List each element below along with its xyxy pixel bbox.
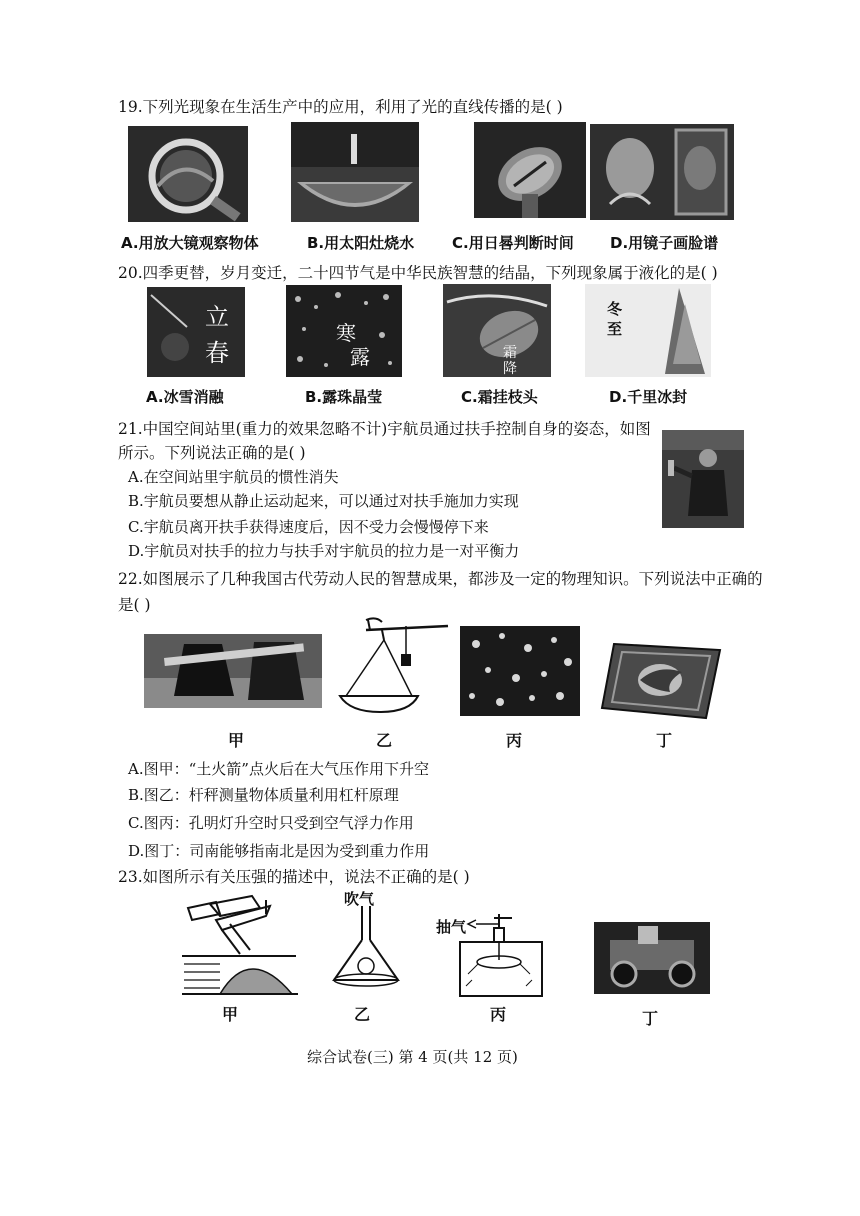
q20-caption-d: D.千里冰封: [609, 388, 688, 406]
q20-photo-d-char1: 冬: [607, 300, 623, 318]
q20-photo-shuangjiang: [443, 284, 551, 377]
q22-photo-lanterns: [460, 626, 580, 716]
q19-caption-b: B.用太阳灶烧水: [307, 234, 415, 252]
q20-photo-hanlu: [286, 285, 402, 377]
q19-caption-d: D.用镜子画脸谱: [610, 234, 719, 252]
q22-label-bing: 丙: [506, 731, 523, 750]
q22-label-ding: 丁: [656, 731, 673, 750]
q21-option-c: C.宇航员离开扶手获得速度后，因不受力会慢慢停下来: [128, 518, 489, 536]
q20-photo-c-char2: 降: [503, 361, 517, 377]
q20-photo-c-char1: 霜: [503, 345, 517, 361]
q20-photo-d-char2: 至: [607, 320, 623, 338]
q22-stem-line2: 是( ): [118, 596, 151, 614]
q19-photo-solar-cooker: [291, 122, 419, 222]
q20-stem: 20.四季更替，岁月变迁，二十四节气是中华民族智慧的结晶，下列现象属于液化的是( ): [118, 264, 718, 282]
q19-photo-mirror: [590, 124, 734, 220]
q20-photo-lichun: [147, 287, 245, 377]
q22-option-c: C.图丙：孔明灯升空时只受到空气浮力作用: [128, 814, 414, 832]
q23-figure-funnel: [326, 906, 406, 996]
q22-stem-line1: 22.如图展示了几种我国古代劳动人民的智慧成果，都涉及一定的物理知识。下列说法中正确的: [118, 570, 763, 588]
q21-photo-astronaut: [662, 430, 744, 528]
q20-photo-a-char1: 立: [205, 303, 229, 331]
q21-stem-line2: 所示。下列说法正确的是( ): [118, 444, 306, 462]
q20-photo-b-char2: 露: [350, 345, 370, 369]
q21-option-d: D.宇航员对扶手的拉力与扶手对宇航员的拉力是一对平衡力: [128, 542, 520, 560]
q20-photo-dongzhi: [585, 284, 711, 377]
page-footer: 综合试卷(三) 第 4 页(共 12 页): [307, 1048, 518, 1066]
q22-label-yi: 乙: [376, 731, 393, 750]
q19-stem: 19.下列光现象在生活生产中的应用，利用了光的直线传播的是( ): [118, 98, 563, 116]
q22-figure-compass: [600, 640, 722, 720]
q23-label-bing: 丙: [490, 1005, 507, 1024]
q23-annotation-blow: 吹气: [344, 890, 375, 908]
q19-caption-a: A.用放大镜观察物体: [121, 234, 259, 252]
q20-caption-a: A.冰雪消融: [146, 388, 224, 406]
q22-option-d: D.图丁：司南能够指南北是因为受到重力作用: [128, 842, 430, 860]
q23-label-jia: 甲: [222, 1005, 239, 1024]
q23-figure-dam: [180, 894, 300, 998]
q20-photo-a-char2: 春: [205, 339, 229, 367]
q23-annotation-pump: 抽气: [436, 918, 467, 936]
q23-label-ding: 丁: [642, 1009, 659, 1028]
q19-photo-sundial: [474, 122, 586, 218]
q23-label-yi: 乙: [354, 1005, 371, 1024]
q19-caption-c: C.用日晷判断时间: [452, 234, 574, 252]
q22-figure-steelyard: [330, 616, 450, 716]
q22-label-jia: 甲: [228, 731, 245, 750]
q23-stem: 23.如图所示有关压强的描述中，说法不正确的是( ): [118, 868, 470, 886]
q21-option-b: B.宇航员要想从静止运动起来，可以通过对扶手施加力实现: [128, 492, 519, 510]
q21-option-a: A.在空间站里宇航员的惯性消失: [128, 468, 339, 486]
q23-figure-vacuum: [454, 904, 544, 1000]
q23-photo-vehicle: [594, 922, 710, 994]
q20-caption-c: C.霜挂枝头: [461, 388, 538, 406]
q22-option-a: A.图甲：“土火箭”点火后在大气压作用下升空: [128, 760, 429, 778]
q20-caption-b: B.露珠晶莹: [305, 388, 383, 406]
q22-photo-rocket: [144, 634, 322, 708]
q21-stem-line1: 21.中国空间站里(重力的效果忽略不计)宇航员通过扶手控制自身的姿态，如图: [118, 420, 651, 438]
q22-option-b: B.图乙：杆秤测量物体质量利用杠杆原理: [128, 786, 399, 804]
q19-photo-magnifier: [128, 126, 248, 222]
q20-photo-b-char1: 寒: [336, 321, 356, 345]
